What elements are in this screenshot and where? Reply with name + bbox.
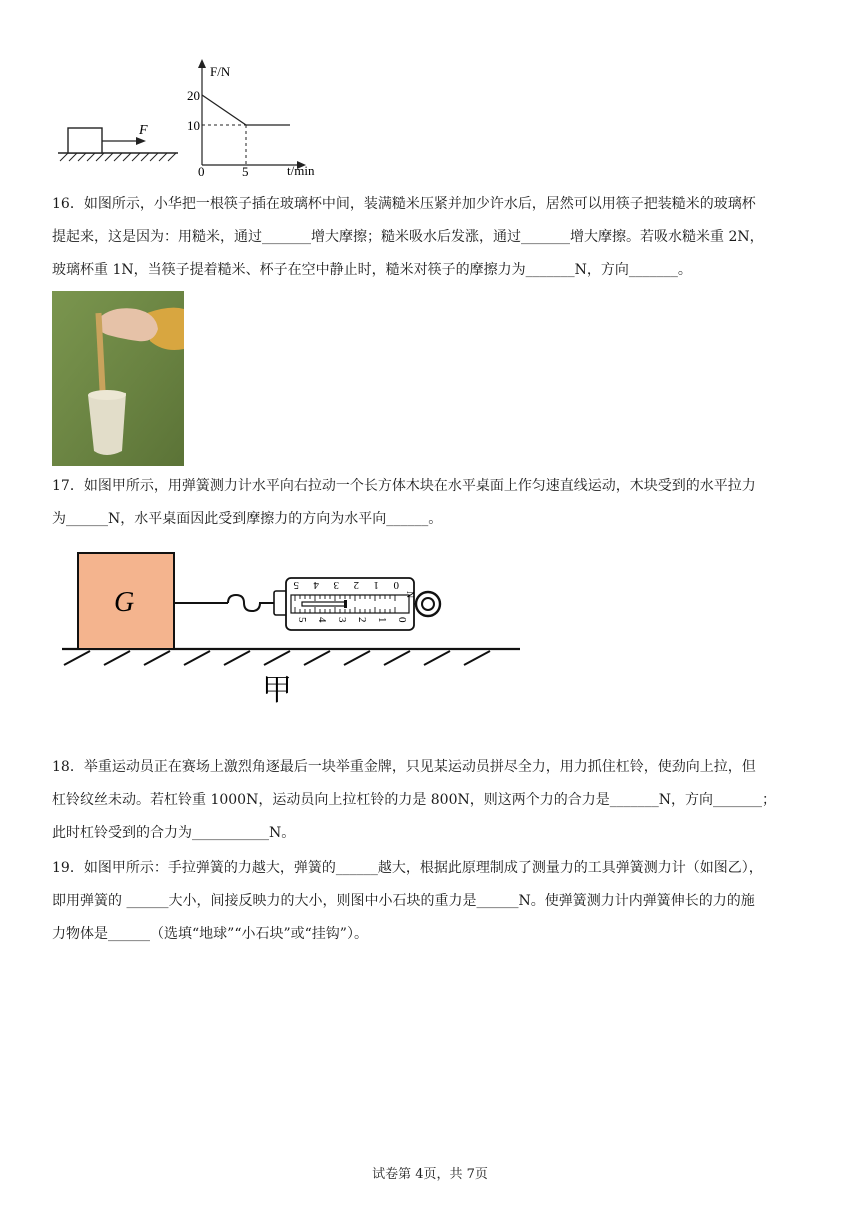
block-label: G bbox=[114, 587, 135, 618]
scale-number: 3 bbox=[336, 617, 348, 623]
question-line: 力物体是______（选填“地球”“小石块”或“挂钩”）。 bbox=[52, 926, 368, 942]
scale-number: 2 bbox=[353, 579, 359, 591]
scale-unit-label: N bbox=[404, 591, 415, 599]
graph-line-descending bbox=[202, 95, 246, 125]
y-tick-label: 10 bbox=[187, 118, 200, 133]
scale-number: 0 bbox=[396, 617, 408, 623]
question-line: 18．举重运动员正在赛场上激烈角逐最后一块举重金牌，只见某运动员拼尽全力，用力抓住杠铃，使劲向上拉，但 bbox=[52, 759, 756, 775]
scale-number: 2 bbox=[356, 617, 368, 623]
scale-number: 1 bbox=[376, 617, 388, 623]
force-time-graph bbox=[187, 59, 315, 179]
force-label: F bbox=[139, 123, 148, 138]
figure-caption: 甲 bbox=[262, 674, 292, 707]
hook bbox=[228, 595, 274, 611]
question-line: 此时杠铃受到的合力为___________N。 bbox=[52, 825, 296, 841]
scale-number: 0 bbox=[393, 579, 399, 591]
scale-pointer bbox=[344, 600, 347, 608]
question-line: 杠铃纹丝未动。若杠铃重 1000N，运动员向上拉杠铃的力是 800N，则这两个力的合力是_______N，方向_______； bbox=[52, 792, 776, 808]
scale-number: 3 bbox=[333, 579, 339, 591]
question-line: 玻璃杯重 1N，当筷子提着糙米、杯子在空中静止时，糙米对筷子的摩擦力为_______N，方向_______。 bbox=[52, 262, 692, 278]
question-line: 19．如图甲所示：手拉弹簧的力越大，弹簧的______越大，根据此原理制成了测量力的工具弹簧测力计（如图乙）， bbox=[52, 860, 763, 876]
block-diagram bbox=[58, 123, 178, 161]
scale-number: 5 bbox=[296, 617, 308, 623]
x-tick-label: 5 bbox=[242, 164, 249, 179]
question-line: 提起来，这是因为：用糙米，通过_______增大摩擦；糙米吸水后发涨，通过_______增大摩擦。若吸水糙米重 2N， bbox=[52, 229, 764, 245]
figure-17-spring-scale bbox=[58, 545, 528, 710]
question-17 bbox=[52, 470, 812, 536]
y-tick-label: 20 bbox=[187, 88, 200, 103]
y-axis-label: F/N bbox=[210, 64, 231, 79]
x-axis-label: t/min bbox=[287, 163, 315, 178]
spring-rod bbox=[302, 602, 346, 606]
question-19 bbox=[52, 852, 812, 951]
scale-number: 4 bbox=[313, 579, 319, 591]
scale-number: 1 bbox=[373, 579, 379, 591]
question-16 bbox=[52, 188, 812, 287]
scale-number: 4 bbox=[316, 617, 328, 623]
question-18 bbox=[52, 751, 812, 850]
chopstick-rice-photo bbox=[52, 291, 184, 466]
question-line: 为______N，水平桌面因此受到摩擦力的方向为水平向______。 bbox=[52, 511, 443, 527]
x-tick-label: 0 bbox=[198, 164, 205, 179]
scale-number: 5 bbox=[293, 579, 299, 591]
question-line: 16．如图所示，小华把一根筷子插在玻璃杯中间，装满糙米压紧并加少许水后，居然可以用筷子把装糙米的玻璃杯 bbox=[52, 196, 756, 212]
question-line: 17．如图甲所示，用弹簧测力计水平向右拉动一个长方体木块在水平桌面上作匀速直线运动，木块受到的水平拉力 bbox=[52, 478, 756, 494]
block bbox=[68, 128, 102, 153]
page-footer: 试卷第 4页，共 7页 bbox=[372, 1167, 488, 1182]
figure-15 bbox=[50, 55, 340, 180]
question-line: 即用弹簧的 ______大小，间接反映力的大小，则图中小石块的重力是______N。使弹簧测力计内弹簧伸长的力的施 bbox=[52, 893, 755, 909]
